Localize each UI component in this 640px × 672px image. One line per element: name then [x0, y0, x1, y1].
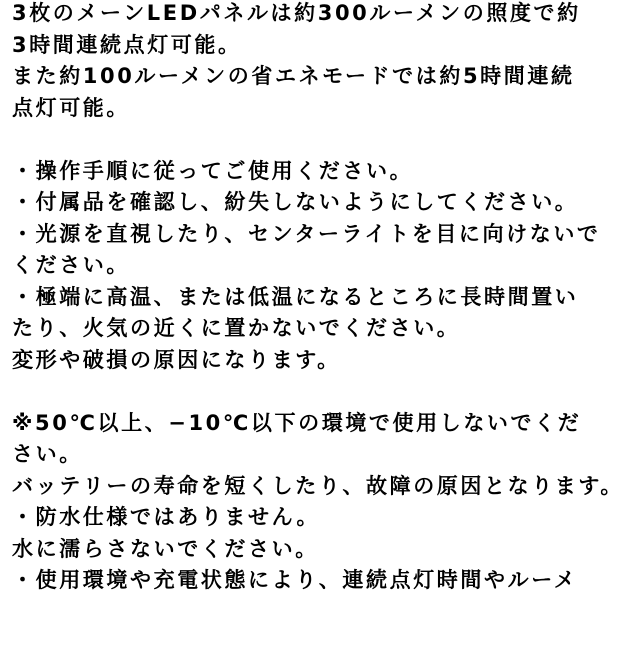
text-line: ・極端に高温、または低温になるところに長時間置い	[12, 284, 579, 309]
blank-line	[12, 376, 640, 408]
text-line: ・操作手順に従ってご使用ください。	[12, 158, 414, 183]
text-line: 3枚のメーンLEDパネルは約300ルーメンの照度で約	[12, 1, 581, 25]
text-line: たり、火気の近くに置かないでください。	[12, 316, 461, 340]
text-line: ・防水仕様ではありません。	[12, 505, 321, 529]
blank-line	[12, 124, 640, 156]
text-line: また約100ルーメンの省エネモードでは約5時間連続	[12, 64, 575, 88]
text-line: ※50℃以上、−10℃以下の環境で使用しないでくだ	[12, 410, 582, 435]
text-line: 水に濡らさないでください。	[12, 536, 319, 561]
text-line: ください。	[12, 253, 130, 277]
text-line: 点灯可能。	[12, 95, 130, 120]
text-line: ・光源を直視したり、センターライトを目に向けないで	[12, 221, 601, 246]
text-line: 3時間連続点灯可能。	[12, 32, 242, 57]
text-line: バッテリーの寿命を短くしたり、故障の原因となります。	[12, 473, 624, 498]
document-body	[12, 0, 640, 597]
text-line: ・付属品を確認し、紛失しないようにしてください。	[12, 190, 579, 214]
text-line: 変形や破損の原因になります。	[12, 347, 341, 372]
text-line: さい。	[12, 442, 83, 466]
text-line: ・使用環境や充電状態により、連続点灯時間やルーメ	[12, 568, 578, 592]
